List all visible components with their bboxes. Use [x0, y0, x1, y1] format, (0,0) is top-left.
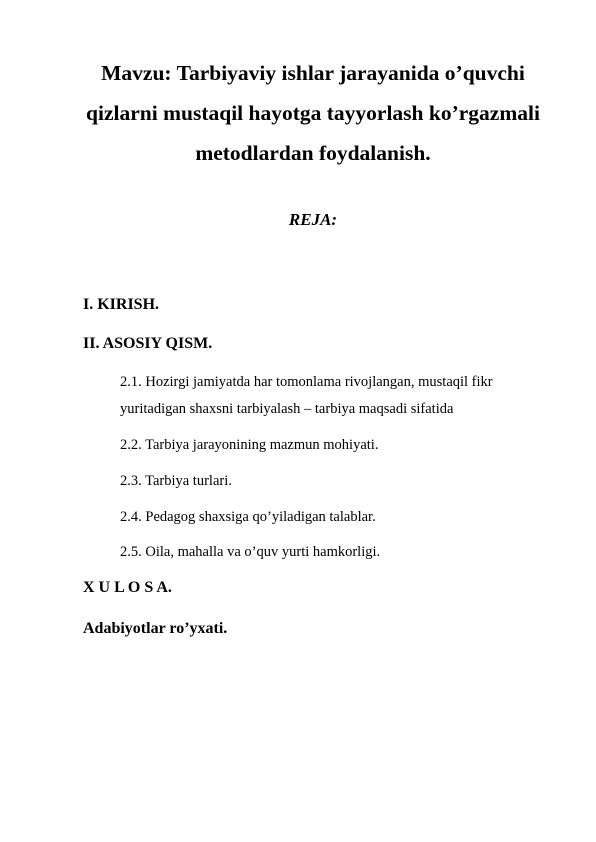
title-line-3: metodlardan foydalanish. [195, 141, 431, 165]
section-references: Adabiyotlar ro’yxati. [83, 620, 228, 637]
plan-heading: REJA: [288, 210, 338, 229]
title-line-2: qizlarni mustaqil hayotga tayyorlash ko’rgazmali [86, 101, 540, 125]
section-conclusion: X U L O S A. [83, 579, 172, 596]
subsection-2-3: 2.3. Tarbiya turlari. [120, 473, 232, 489]
subsection-2-1-line-2: yuritadigan shaxsni tarbiyalash – tarbiya maqsadi sifatida [120, 401, 454, 417]
subsection-2-2: 2.2. Tarbiya jarayonining mazmun mohiyati. [120, 437, 379, 453]
document-title [70, 53, 556, 173]
subsection-2-5: 2.5. Oila, mahalla va o’quv yurti hamkorligi. [120, 544, 381, 560]
subsection-2-1-line-1: 2.1. Hozirgi jamiyatda har tomonlama rivojlangan, mustaqil fikr [120, 374, 493, 390]
section-intro: I. KIRISH. [83, 296, 160, 313]
section-main: II. ASOSIY QISM. [83, 335, 213, 352]
title-line-1: Mavzu: Tarbiyaviy ishlar jarayanida o’quvchi [101, 61, 525, 85]
subsection-2-4: 2.4. Pedagog shaxsiga qo’yiladigan talablar. [120, 509, 376, 525]
